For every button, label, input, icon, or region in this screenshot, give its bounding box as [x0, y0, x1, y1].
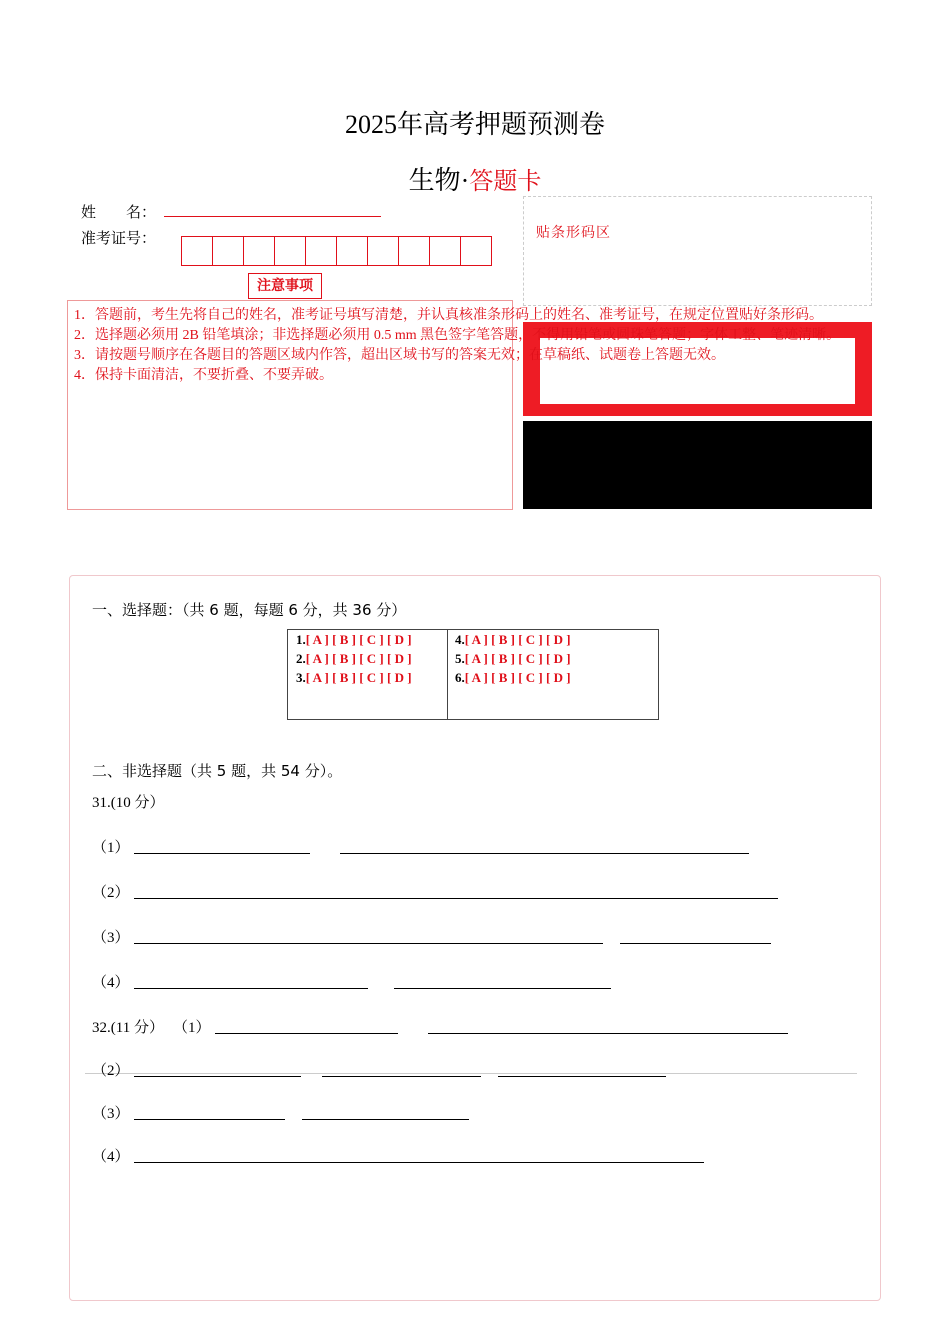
- q32-3-blank-a[interactable]: [134, 1119, 285, 1120]
- title-dot: ·: [460, 166, 470, 195]
- redacted-black-block: [523, 421, 872, 509]
- divider-line: [85, 1073, 857, 1074]
- q32-2-blank-b[interactable]: [322, 1076, 481, 1077]
- notice-item-1: 1．答题前，考生先将自己的姓名，准考证号填写清楚，并认真核准条形码上的姓名、准考证号，在规定位置贴好条形码。: [74, 308, 823, 323]
- q31-2-blank[interactable]: [134, 898, 778, 899]
- exam-id-label: 准考证号：: [81, 231, 157, 247]
- q31-1-blank-b[interactable]: [340, 853, 749, 854]
- page-title: 2025年高考押题预测卷: [344, 110, 605, 139]
- q32-1-blank-a[interactable]: [215, 1033, 398, 1034]
- notice-list: [74, 306, 944, 386]
- exam-id-cell[interactable]: [429, 236, 461, 266]
- q32-4-blank[interactable]: [134, 1162, 704, 1163]
- q31-part-4-label: （4）: [92, 975, 130, 991]
- section1-heading: 一、选择题：（共 6 题，每题 6 分，共 36 分）: [92, 601, 407, 619]
- q32-part-1-label: （1）: [173, 1020, 211, 1036]
- barcode-area: [523, 196, 872, 306]
- q-number: 2.: [296, 651, 306, 666]
- answer-card-label: 答题卡: [469, 169, 542, 195]
- exam-id-cell[interactable]: [336, 236, 368, 266]
- q31-3-blank-b[interactable]: [620, 943, 771, 944]
- choice-options[interactable]: [ A ] [ B ] [ C ] [ D ]: [305, 632, 412, 647]
- q-number: 6.: [455, 670, 465, 685]
- q32-2-blank-c[interactable]: [498, 1076, 666, 1077]
- choice-options[interactable]: [ A ] [ B ] [ C ] [ D ]: [464, 670, 571, 685]
- q-number: 3.: [296, 670, 306, 685]
- notice-heading: 注意事项: [248, 273, 322, 299]
- q32-1-blank-b[interactable]: [428, 1033, 788, 1034]
- exam-id-cell[interactable]: [367, 236, 399, 266]
- q31-part-3-label: （3）: [92, 930, 130, 946]
- exam-id-cell[interactable]: [212, 236, 244, 266]
- subject-name: 生物: [408, 166, 461, 195]
- exam-id-cell[interactable]: [398, 236, 430, 266]
- barcode-label: 贴条形码区: [536, 226, 611, 241]
- subject-title: [0, 160, 950, 197]
- section2-heading: 二、非选择题（共 5 题，共 54 分）。: [92, 762, 343, 780]
- choice-options[interactable]: [ A ] [ B ] [ C ] [ D ]: [305, 651, 412, 666]
- name-field[interactable]: [164, 216, 381, 217]
- q31-4-blank-b[interactable]: [394, 988, 611, 989]
- q32-3-blank-b[interactable]: [302, 1119, 469, 1120]
- exam-id-cell[interactable]: [305, 236, 337, 266]
- exam-id-cell[interactable]: [274, 236, 306, 266]
- q-number: 1.: [296, 632, 306, 647]
- q-number: 4.: [455, 632, 465, 647]
- q31-1-blank-a[interactable]: [134, 853, 310, 854]
- choice-row-1[interactable]: [296, 630, 412, 649]
- q32-part-4-label: （4）: [92, 1149, 130, 1165]
- choice-row-6[interactable]: [455, 668, 571, 687]
- q31-title: 31.(10 分）: [92, 795, 165, 811]
- choice-options[interactable]: [ A ] [ B ] [ C ] [ D ]: [464, 651, 571, 666]
- choice-options[interactable]: [ A ] [ B ] [ C ] [ D ]: [464, 632, 571, 647]
- choice-row-2[interactable]: [296, 649, 412, 668]
- table-divider: [447, 630, 448, 719]
- choice-row-3[interactable]: [296, 668, 412, 687]
- q32-2-blank-a[interactable]: [134, 1076, 301, 1077]
- exam-id-boxes[interactable]: [181, 236, 491, 266]
- q32-title: 32.(11 分）: [92, 1020, 164, 1036]
- choice-answer-table: [287, 629, 659, 720]
- choice-row-4[interactable]: [455, 630, 571, 649]
- q32-part-2-label: （2）: [92, 1063, 130, 1079]
- q31-4-blank-a[interactable]: [134, 988, 368, 989]
- notice-item-3: 3．请按题号顺序在各题目的答题区域内作答，超出区域书写的答案无效；在草稿纸、试题卷上答题无效。: [74, 348, 725, 363]
- choice-row-5[interactable]: [455, 649, 571, 668]
- q31-3-blank-a[interactable]: [134, 943, 603, 944]
- notice-item-2: 2．选择题必须用 2B 铅笔填涂；非选择题必须用 0.5 mm 黑色签字笔答题，不得用铅笔或圆珠笔答题；字体工整、笔迹清晰。: [74, 328, 841, 343]
- q31-part-1-label: （1）: [92, 840, 130, 856]
- choice-options[interactable]: [ A ] [ B ] [ C ] [ D ]: [305, 670, 412, 685]
- exam-id-cell[interactable]: [243, 236, 275, 266]
- q-number: 5.: [455, 651, 465, 666]
- q31-part-2-label: （2）: [92, 885, 130, 901]
- name-label: 姓 名：: [81, 205, 157, 221]
- q32-part-3-label: （3）: [92, 1106, 130, 1122]
- notice-item-4: 4．保持卡面清洁，不要折叠、不要弄破。: [74, 368, 333, 383]
- exam-id-cell[interactable]: [460, 236, 492, 266]
- exam-id-cell[interactable]: [181, 236, 213, 266]
